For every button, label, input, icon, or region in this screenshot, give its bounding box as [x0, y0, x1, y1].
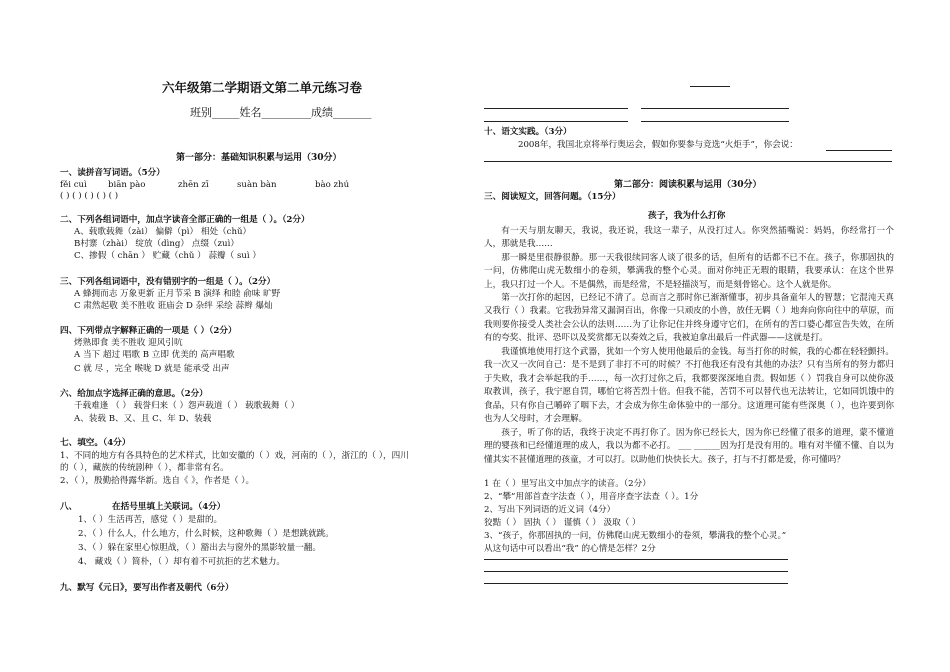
- section-2-heading: 二、下列各组词语中，加点字读音全部正确的一组是（ ）。（2分）: [60, 215, 310, 225]
- section-4-words: 烤熟即食 美不胜收 迎风引吭: [74, 338, 183, 348]
- section-2-option-b: B村寨（zhài） 绽放（dìng） 点缀（zuì）: [74, 239, 239, 249]
- question-4-prompt: 从这句话中可以看出“我” 的心情是怎样？2分: [484, 544, 656, 554]
- left-column: [0, 0, 470, 672]
- section-8-line-4: 4、 藏戏（ ）简朴，（ ）却有着不可抗拒的艺术魅力。: [78, 557, 286, 567]
- section-3-heading: 三、下列各组词语中，没有错别字的一组是（ ）。（2分）: [60, 277, 276, 287]
- answer-line[interactable]: [484, 108, 628, 109]
- pinyin-2: biān pào: [108, 180, 146, 190]
- section-1-heading: 一、读拼音写词语。（5分）: [60, 168, 165, 178]
- answer-line[interactable]: [484, 559, 788, 560]
- pinyin-4: suàn bàn: [237, 180, 277, 190]
- section-10-heading: 十、语文实践。（3分）: [484, 127, 572, 137]
- section-8-line-1: 1、（ ）生活再苦，感觉（ ）是甜的。: [78, 515, 223, 525]
- answer-line[interactable]: [641, 121, 789, 122]
- pinyin-3: zhēn zī: [178, 180, 209, 190]
- section-7-line-1: 1、不同的地方有各具特色的艺术样式，比如安徽的（ ）戏，河南的（ ），浙江的（ ），四川: [60, 451, 409, 461]
- answer-line[interactable]: [690, 86, 730, 87]
- section-3-row-2: C 肃然起敬 美不胜收 诳庙会 D 杂绊 采绘 蒜辫 爆灿: [74, 301, 273, 311]
- story-paragraph-2: 那一瞬是里很静很静。那一天我很续同客人谈了很多的话，但所有的话都不已不在。孩子，你那固执的一问，仿佛爬山虎无数细小的卷须，攀满我的整个心灵。面对你纯正无瑕的眼睛，我要承认：在这个世界上，我只打过一个人。不是偶然，而是经常，不是轻描淡写，而是刻骨铭心。这个人就是你。: [484, 253, 894, 290]
- section-2-option-a: A、载歌载舞（zài） 偏僻（pì） 相处（chǔ）: [74, 227, 252, 237]
- part-two-heading: 第二部分：阅读积累与运用（30分）: [614, 180, 762, 190]
- page-title: 六年级第二学期语文第二单元练习卷: [162, 80, 363, 95]
- section-7-heading: 七、填空。（4分）: [60, 438, 131, 448]
- question-2: 2、“攀”用部首查字法查（ ），用音序查字法查（ ）。1分: [484, 492, 699, 502]
- section-6-heading: 六、给加点字选择正确的意思。（2分）: [60, 389, 208, 399]
- story-paragraph-4: 我谨慎地使用打这个武器，犹如一个穷人使用他最后的金钱。每当打你的时候，我的心都在轻轻颤抖。我一次又一次问自己：是不是到了非打不可的时候？不打他我还有没有其他的办法？只有当所有的努力都归于失败，我才会举起我的手……，每一次打过你之后，我都要深深地自责。假如惩（ ）罚我自身可以使你汲取教训，孩子，我宁愿自罚，哪怕它将苦烈十倍。但我不能，苦罚不可以替代也无法转让，它如同饥饿中的食品，只有你自己嚼碎了咽下去，才会成为你生命体验中的一部分。这道理可能有些深奥（ ），也许要到你也为人父母时，才会理解。: [484, 347, 894, 425]
- part-one-heading: 第一部分：基础知识积累与运用（30分）: [176, 153, 342, 163]
- right-column: [478, 0, 950, 672]
- section-8-line-3: 3、（ ）躲在家里心惊胆战，（ ）豁出去与窗外的黑影较量一翻。: [78, 543, 321, 553]
- section-3-row-1: A 蜂拥而志 万象更新 正月节采 B 演绎 和睦 俞味 旷野: [74, 289, 281, 299]
- story-paragraph-3: 第一次打你的起因，已经记不清了。总而言之那时你已渐渐懂事，初步具备童年人的智慧；它混沌天真又我行（ ）我素。它我勃异常又漏洞百出，你像一只顽皮的小兽，放任无羁（ ）地奔向你向往中的草原，而我则要你接受人类社会公认的法则……为了让你记住并终身遵守它们，在所有的苦口婆心都宣告失效，在所有的夸奖、批评、恐吓以及奖赏都无以奏效之后，我被迫拿出最后一件武器——这就是打。: [484, 293, 894, 344]
- section-8-number: 八、: [60, 502, 78, 512]
- story-paragraph-5: 孩子，听了你的话，我终于决定不再打你了。因为你已经长大，因为你已经懂了很多的道理，蒙不懂道理的婴孩和已经懂道理的成人，我以为都不必打。 ___ ______因为打是没有用的。唯有对半懂不懂、自以为懂其实不甚懂道理的孩童，才可以打。以助他们快快长大。孩子，打与不打都是爱，你可懂吗？: [484, 428, 894, 465]
- story-paragraph-1: 有一天与朋友聊天，我说，我还说，我这一辈子，从没打过人。你突然插嘴说：妈妈，你经常打一个人，那就是我……: [484, 226, 894, 250]
- question-3: 2、写出下列词语的近义词（4分）: [484, 505, 616, 515]
- section-2-option-c: C、掺假（ chān ） 贮藏（chǔ ） 蒜瓣（ suì ）: [74, 251, 261, 261]
- answer-line[interactable]: [484, 571, 788, 572]
- section-8-heading: 在括号里填上关联词。（4分）: [112, 502, 226, 512]
- answer-line[interactable]: [484, 121, 628, 122]
- pinyin-answer-blanks[interactable]: ( ) ( ) ( ) ( ) ( ): [60, 191, 119, 201]
- reading-section-heading: 三、阅读短文，回答问题。（15分）: [484, 192, 621, 202]
- answer-line[interactable]: [641, 108, 789, 109]
- section-7-line-3: 2、（ ），殷勤拾得露华新。选自《 》，作者是（ ）。: [60, 476, 255, 486]
- section-8-line-2: 2、（ ）什么人，什么地方，什么时候，这种歌舞（ ）是想跳就跳。: [78, 529, 334, 539]
- section-4-row-ab: A 当下 超过 唱歌 B 立即 优美的 高声唱歌: [74, 350, 235, 360]
- section-7-line-2: 的（ ），藏族的传统剧种（ ），都非常有名。: [60, 463, 229, 473]
- question-3-words: 狡黠（ ） 固执（ ） 谨慎（ ） 汲取（ ）: [484, 518, 641, 528]
- question-4: 3、“孩子，你那固执的一问，仿佛爬山虎无数细小的卷须，攀满我的整个心灵。”: [484, 531, 787, 541]
- answer-line[interactable]: [484, 583, 788, 584]
- section-6-words: 千载难逢 （ ） 载誉归来（ ）怨声载道（ ） 载歌载舞（ ）: [74, 401, 300, 411]
- section-4-heading: 四、下列带点字解释正确的一项是（ ）（2分）: [60, 326, 237, 336]
- pinyin-1: fěi cuì: [60, 180, 87, 190]
- section-4-row-cd: C 就 尽 ，完全 喉咙 D 就是 能承受 出声: [74, 364, 230, 374]
- section-10-prompt: 2008年，我国北京将举行奥运会，假如你要参与竞选“火炬手”，你会说：: [518, 140, 798, 150]
- section-6-options: A、装载 B、又、且 C、年 D、装载: [74, 414, 212, 424]
- question-1: 1 在（ ）里写出文中加点字的读音。（2分）: [484, 479, 651, 489]
- section-9-heading: 九、默写《元日》，要写出作者及朝代（6分）: [60, 583, 234, 593]
- pinyin-5: bào zhú: [315, 180, 350, 190]
- student-info-line: 班别_____姓名_________成绩_______: [190, 106, 372, 119]
- answer-line[interactable]: [484, 161, 892, 162]
- answer-line[interactable]: [826, 150, 892, 151]
- story-title: 孩子，我为什么打你: [648, 211, 726, 221]
